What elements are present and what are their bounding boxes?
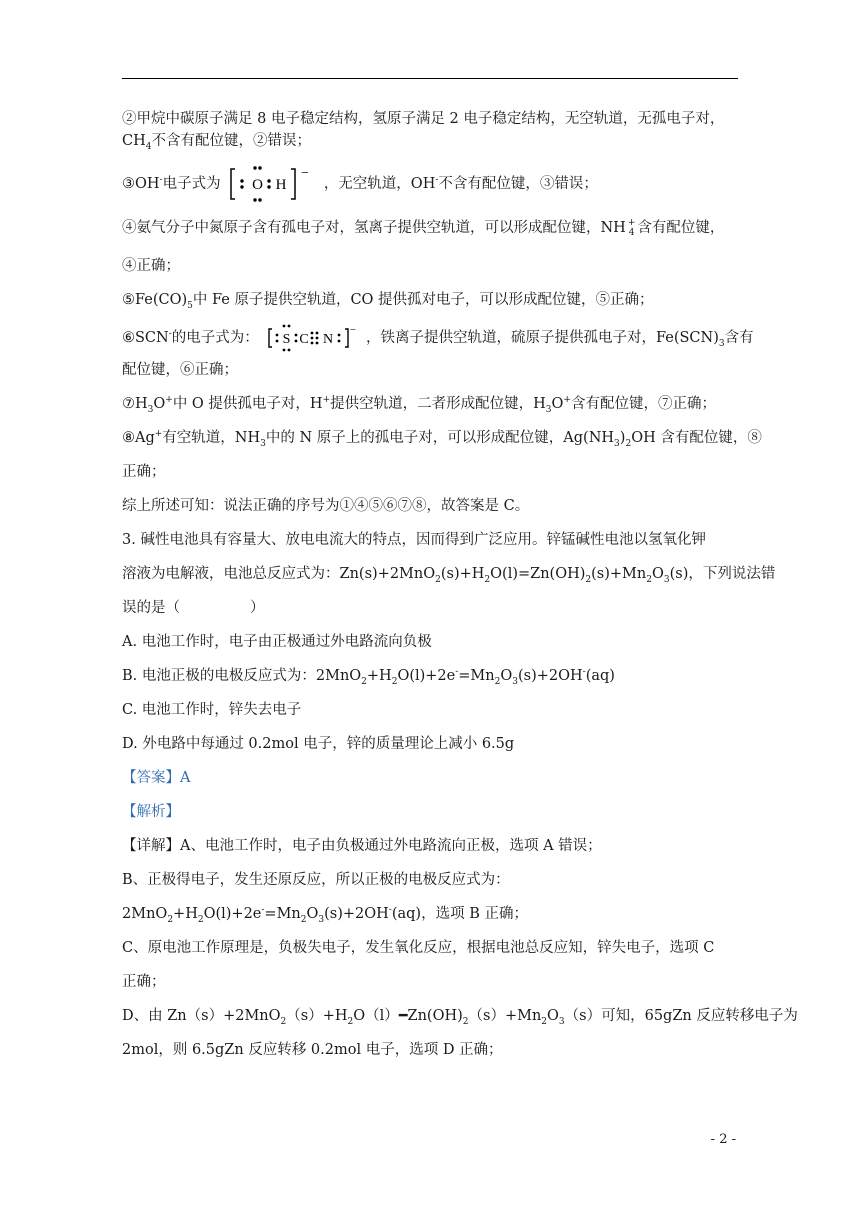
svg-text:S: S (282, 332, 291, 347)
option-b: B. 电池正极的电极反应式为：$2MnO_2+H_2O(l)+2e^-=Mn_2O_3(s)+2OH^-(aq)$ (122, 667, 615, 687)
svg-text:H: H (275, 177, 287, 193)
detail-a: 【详解】A、电池工作时，电子由负极通过外电路流向正极，选项 A 错误； (122, 838, 602, 854)
item-2-line2: $CH_4$不含有配位键，②错误； (122, 133, 311, 152)
question-3-line3: 误的是（ ） (122, 600, 265, 616)
item-8-line2: 正确； (122, 464, 166, 480)
question-3-line2: 溶液为电解液，电池总反应式为：$Zn(s)+2MnO_2(s)+H_2O(l)=Zn(OH)_2(s)+Mn_2O_3(s)$，下列说法错 (122, 566, 776, 585)
detail-d-line1: D、由 $Zn(s)+2MnO_2(s)+H_2O(l)━Zn(OH)_2(s)+Mn_2O_3(s)$可知，65gZn 反应转移电子为 (122, 1008, 798, 1027)
header-rule (122, 78, 738, 79)
option-a: A. 电池工作时，电子由正极通过外电路流向负极 (122, 634, 432, 650)
thiocyanate-electron-formula (267, 324, 357, 352)
svg-text:C: C (299, 332, 310, 347)
item-4-line2: ④正确； (122, 258, 180, 274)
hydroxide-electron-formula (229, 165, 315, 203)
page-number: - 2 - (710, 1132, 736, 1147)
svg-text:−: − (301, 166, 310, 181)
item-5: $⑤Fe(CO)_5$中 Fe 原子提供空轨道，CO 提供孤对电子，可以形成配位键，⑤正确； (122, 292, 654, 311)
item-6-line1: ⑥SCN-的电子式为： S C N − ，铁离子提供空轨道，硫原子提供孤电子对，$Fe(SCN)_3$含有 (122, 323, 742, 353)
item-2-line1: ②甲烷中碳原子满足 8 电子稳定结构，氢原子满足 2 电子稳定结构，无空轨道，无孤电子对， (122, 111, 725, 127)
svg-text:O: O (252, 177, 264, 193)
svg-text:N: N (323, 332, 334, 347)
item-8-line1: ⑧Ag+有空轨道，$NH_3$中的 N 原子上的孤电子对，可以形成配位键，$Ag(NH_3)_2OH$ 含有配位键，⑧ (122, 429, 762, 449)
option-d: D. 外电路中每通过 0.2mol 电子，锌的质量理论上减小 6.5g (122, 736, 515, 752)
detail-c-line1: C、原电池工作原理是，负极失电子，发生氧化反应，根据电池总反应知，锌失电子，选项 C (122, 940, 715, 956)
item-4-line1: ④氨气分子中氮原子含有孤电子对，氢离子提供空轨道，可以形成配位键，NH + 4 含有配位键， (122, 218, 725, 238)
document-body (122, 108, 798, 1061)
item-3: ③OH-电子式为 O H − ，无空轨道，OH-不含有配位键，③错误； (122, 165, 742, 201)
option-c: C. 电池工作时，锌失去电子 (122, 702, 302, 718)
detail-b-equation: $2MnO_2+H_2O(l)+2e^-=Mn_2O_3(s)+2OH^-(aq)$，选项 B 正确； (122, 905, 528, 925)
summary: 综上所述可知：说法正确的序号为①④⑤⑥⑦⑧，故答案是 C。 (122, 498, 530, 514)
question-3-line1: 3. 碱性电池具有容量大、放电电流大的特点，因而得到广泛应用。锌锰碱性电池以氢氧化钾 (122, 532, 706, 548)
detail-d-line2: 2mol，则 6.5gZn 反应转移 0.2mol 电子，选项 D 正确； (122, 1042, 503, 1058)
detail-b: B、正极得电子，发生还原反应，所以正极的电极反应式为： (122, 872, 510, 888)
item-7: $⑦H_3O^+$中 O 提供孤电子对，H+提供空轨道，二者形成配位键，$H_3O^+$含有配位键，⑦正确； (122, 395, 716, 415)
detail-c-line2: 正确； (122, 974, 166, 990)
svg-text:−: − (350, 324, 357, 336)
answer-label: 【答案】A (122, 770, 191, 786)
analysis-label: 【解析】 (122, 804, 180, 820)
item-6-line2: 配位键，⑥正确； (122, 362, 238, 378)
